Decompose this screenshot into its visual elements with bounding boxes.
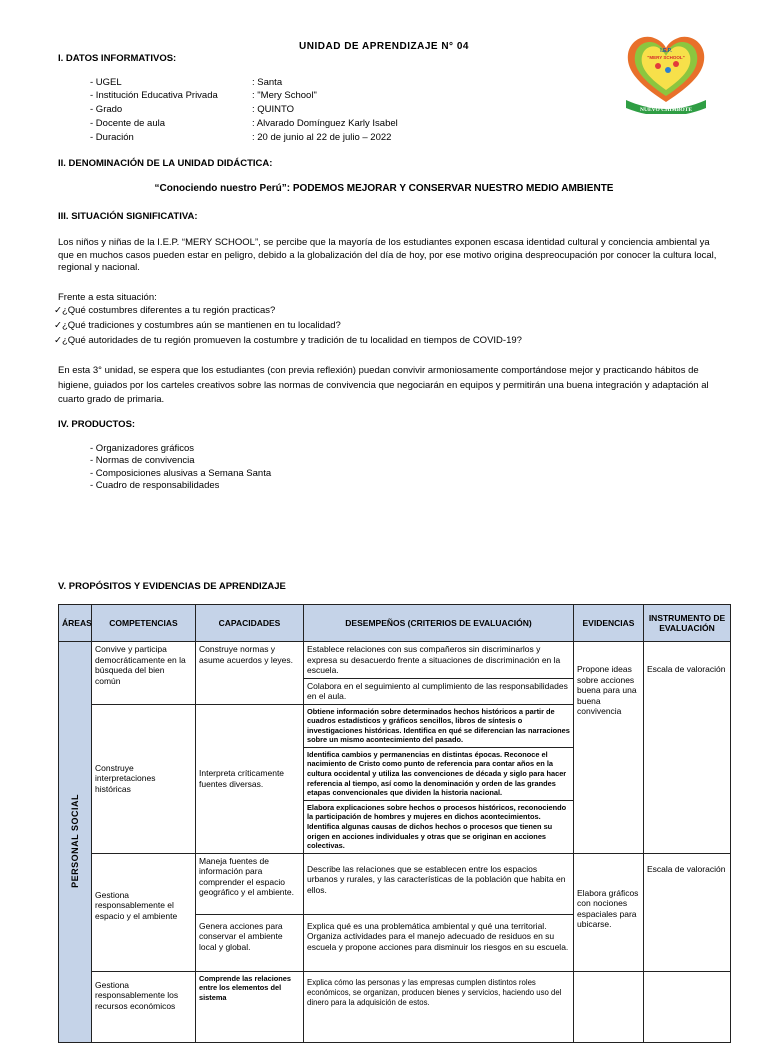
product-item: - Organizadores gráficos: [90, 443, 195, 454]
logo-text-1: I.E.P.: [660, 48, 672, 54]
table-row: [59, 971, 731, 1042]
info-label-grado: - Grado: [90, 104, 123, 115]
table-row: [59, 642, 731, 679]
instrumento-cell: [644, 971, 731, 1042]
capacidad-cell: Construye normas y asume acuerdos y leyes.: [196, 642, 304, 705]
learning-table: [58, 604, 731, 1043]
product-item: - Cuadro de responsabilidades: [90, 480, 220, 492]
section-4-heading: IV. PRODUCTOS:: [58, 419, 136, 430]
instrumento-cell: Escala de valoración: [644, 853, 731, 971]
evidencia-cell: [574, 971, 644, 1042]
desempeno-cell: Establece relaciones con sus compañeros sin discriminarlos y expresa su desacuerdo frente a situaciones de discriminación en la escuela.: [304, 642, 574, 679]
info-value-duracion: : 20 de junio al 22 de julio – 2022: [252, 132, 392, 143]
capacidad-cell: Genera acciones para conservar el ambiente local y global.: [196, 914, 304, 971]
section-3-heading: III. SITUACIÓN SIGNIFICATIVA:: [58, 211, 198, 222]
product-item: - Composiciones alusivas a Semana Santa: [90, 467, 272, 479]
capacidad-cell: Maneja fuentes de información para comprender el espacio geográfico y el ambiente.: [196, 853, 304, 914]
header-desempenos: DESEMPEÑOS (CRITERIOS DE EVALUACIÓN): [304, 605, 574, 642]
check-icon: ✓: [54, 320, 62, 331]
question-3-text: ¿Qué autoridades de tu región promueven la costumbre y tradición de tu localidad en tiempos de COVID-19?: [61, 335, 522, 346]
desempeno-cell: Identifica cambios y permanencias en distintas épocas. Reconoce el nacimiento de Cristo como punto de referencia para contar años en la cultura occidental y utiliza las convenciones de década y siglo para hacer referencia al tiempo, así como la denominación y orden de las grandes etapas convencionales que dividen la historia nacional.: [304, 747, 574, 800]
info-label-duracion: - Duración: [90, 132, 134, 143]
question-1: [54, 305, 275, 317]
header-evidencias: EVIDENCIAS: [574, 605, 644, 642]
situacion-intro: Frente a esta situación:: [58, 292, 157, 303]
section-1-heading: I. DATOS INFORMATIVOS:: [58, 53, 177, 64]
check-icon: ✓: [54, 305, 62, 316]
logo-ribbon-text: NUEVO CHIMBOTE: [640, 107, 692, 113]
section-2-heading: II. DENOMINACIÓN DE LA UNIDAD DIDÁCTICA:: [58, 158, 273, 169]
header-instrumento: INSTRUMENTO DE EVALUACIÓN: [644, 605, 731, 642]
header-capacidades: CAPACIDADES: [196, 605, 304, 642]
desempeno-cell: Obtiene información sobre determinados hechos históricos a partir de cuadros estadísticos y gráficos sencillos, libros de síntesis o investigaciones históricas. Identifica en qué se diferencian las narraciones sobre un mismo acontecimiento del pasado.: [304, 704, 574, 747]
document-title: UNIDAD DE APRENDIZAJE N° 04: [299, 41, 469, 52]
table-header-row: [59, 605, 731, 642]
info-label-docente: - Docente de aula: [90, 118, 165, 129]
area-label: PERSONAL SOCIAL: [69, 793, 80, 888]
desempeno-cell: Explica qué es una problemática ambiental y qué una territorial. Organiza actividades para el manejo adecuado de residuos en su escuela y propone acciones para disminuir los riesgos en su escuela.: [304, 914, 574, 971]
info-value-institucion: : "Mery School": [252, 90, 317, 101]
section-5-heading: V. PROPÓSITOS Y EVIDENCIAS DE APRENDIZAJE: [58, 581, 286, 592]
instrumento-cell: Escala de valoración: [644, 642, 731, 854]
area-cell: [59, 642, 92, 1043]
product-item: - Normas de convivencia: [90, 455, 195, 467]
products-list: [90, 443, 271, 492]
desempeno-cell: Describe las relaciones que se establecen entre los espacios urbanos y rurales, y las características de la población que habita en ellos.: [304, 853, 574, 914]
desempeno-cell: Elabora explicaciones sobre hechos o procesos históricos, reconociendo la participación de hombres y mujeres en dichos acontecimientos. Identifica algunas causas de dichos hechos o procesos que tienen su origen en acciones individuales y otras que se originan en acciones colectivas.: [304, 800, 574, 853]
info-value-ugel: : Santa: [252, 77, 283, 88]
question-1-text: ¿Qué costumbres diferentes a tu región practicas?: [61, 305, 276, 316]
info-value-grado: : QUINTO: [252, 104, 295, 115]
logo-text-2: "MERY SCHOOL": [647, 55, 685, 60]
competencia-cell: Construye interpretaciones históricas: [92, 704, 196, 853]
question-2-text: ¿Qué tradiciones y costumbres aún se mantienen en tu localidad?: [61, 320, 341, 331]
header-competencias: COMPETENCIAS: [92, 605, 196, 642]
competencia-cell: Gestiona responsablemente el espacio y el ambiente: [92, 853, 196, 971]
desempeno-cell: Colabora en el seguimiento al cumplimiento de las responsabilidades en el aula.: [304, 678, 574, 704]
header-areas: ÁREAS: [59, 605, 92, 642]
question-2: [54, 320, 341, 332]
evidencia-cell: Propone ideas sobre acciones buena para una buena convivencia: [574, 642, 644, 854]
competencia-cell: Convive y participa democráticamente en la búsqueda del bien común: [92, 642, 196, 705]
capacidad-cell: Interpreta críticamente fuentes diversas.: [196, 704, 304, 853]
desempeno-cell: Explica cómo las personas y las empresas cumplen distintos roles económicos, se organizan, producen bienes y servicios, haciendo uso del dinero para la adquisición de estos.: [304, 971, 574, 1042]
unit-denomination: “Conociendo nuestro Perú”: PODEMOS MEJORAR Y CONSERVAR NUESTRO MEDIO AMBIENTE: [154, 183, 614, 194]
table-row: [59, 853, 731, 914]
check-icon: ✓: [54, 335, 62, 346]
competencia-cell: Gestiona responsablemente los recursos económicos: [92, 971, 196, 1042]
info-label-ugel: - UGEL: [90, 77, 122, 88]
evidencia-cell: Elabora gráficos con nociones espaciales para ubicarse.: [574, 853, 644, 971]
info-value-docente: : Alvarado Domínguez Karly Isabel: [252, 118, 398, 129]
info-label-institucion: - Institución Educativa Privada: [90, 90, 218, 101]
capacidad-cell: Comprende las relaciones entre los elementos del sistema: [196, 971, 304, 1042]
situacion-paragraph-2: En esta 3° unidad, se espera que los estudiantes (con previa reflexión) puedan convivir armoniosamente comportándose mejor y practicando hábitos de higiene, guiados por los carteles creativos sobre las normas de convivencia que negociarán en equipos y permitirán una buena integración y adaptación al cuarto grado de primaria.: [58, 365, 709, 405]
question-3: [54, 335, 522, 347]
situacion-paragraph-1: Los niños y niñas de la I.E.P. “MERY SCHOOL”, se percibe que la mayoría de los estudiantes exponen escasa identidad cultural y conciencia ambiental ya que en muchos casos pueden estar en peligro, debido a la globalización del día de hoy, por ese motivo origina despreocupación por conocer la cultura local, regional y nacional.: [58, 237, 717, 273]
